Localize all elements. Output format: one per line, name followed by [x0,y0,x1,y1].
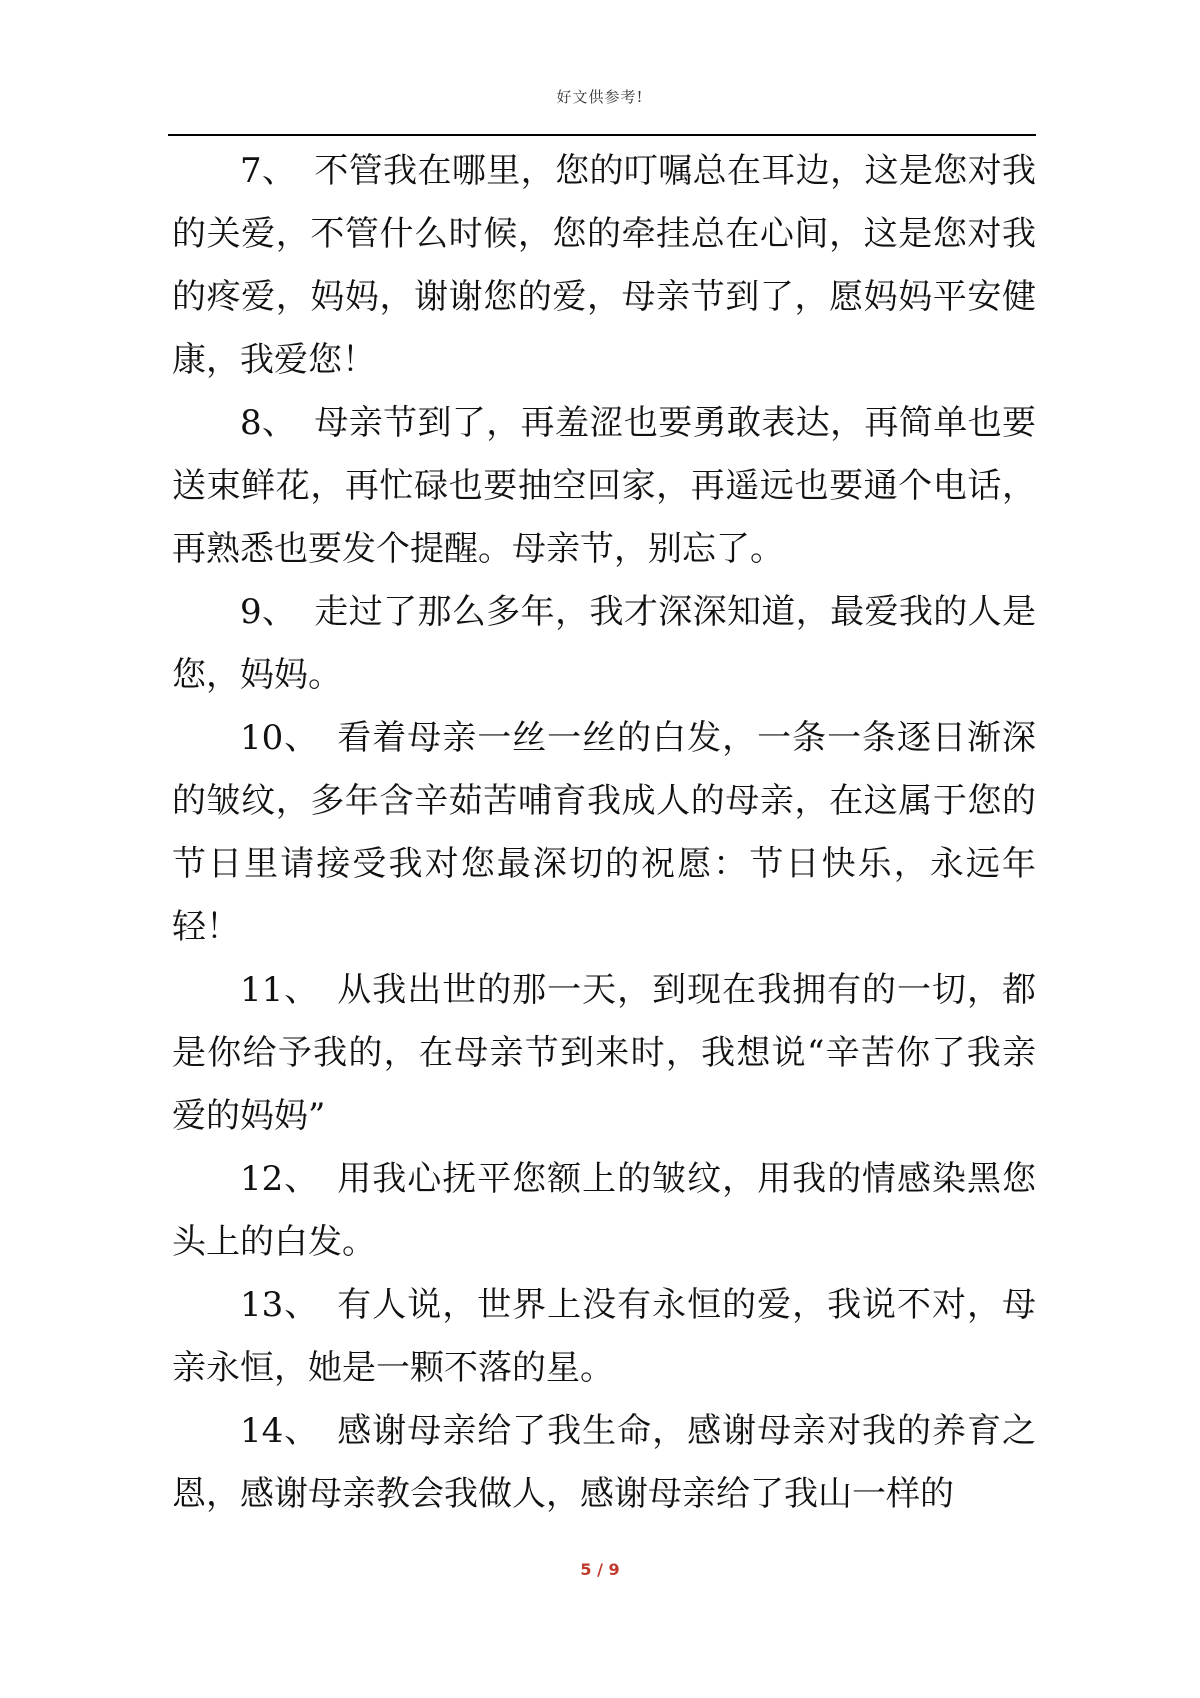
paragraph-text: 从我出世的那一天，到现在我拥有的一切，都是你给予我的，在母亲节到来时，我想说“辛苦你了我亲爱的妈妈” [172,970,1037,1136]
item-number: 11、 [240,970,320,1010]
item-number: 9、 [240,592,297,632]
paragraph-text: 母亲节到了，再羞涩也要勇敢表达，再简单也要送束鲜花，再忙碌也要抽空回家，再遥远也要通个电话，再熟悉也要发个提醒。母亲节，别忘了。 [172,403,1037,569]
paragraph-text: 走过了那么多年，我才深深知道，最爱我的人是您，妈妈。 [172,592,1037,695]
paragraph-text: 感谢母亲给了我生命，感谢母亲对我的养育之恩，感谢母亲教会我做人，感谢母亲给了我山一样的 [172,1411,1037,1514]
page-number: 5 / 9 [580,1560,620,1579]
paragraph-text: 不管我在哪里，您的叮嘱总在耳边，这是您对我的关爱，不管什么时候，您的牵挂总在心间，这是您对我的疼爱，妈妈，谢谢您的爱，母亲节到了，愿妈妈平安健康，我爱您！ [172,151,1037,380]
document-body [172,140,1036,1526]
item-number: 13、 [240,1285,320,1325]
paragraph-7 [172,140,1036,392]
item-number: 12、 [240,1159,320,1199]
paragraph-text: 看着母亲一丝一丝的白发，一条一条逐日渐深的皱纹，多年含辛茹苦哺育我成人的母亲，在这属于您的节日里请接受我对您最深切的祝愿：节日快乐，永远年轻！ [172,718,1037,947]
item-number: 10、 [240,718,320,758]
paragraph-8 [172,392,1036,581]
item-number: 7、 [240,151,297,191]
paragraph-13 [172,1274,1036,1400]
paragraph-11 [172,959,1036,1148]
paragraph-text: 有人说，世界上没有永恒的爱，我说不对，母亲永恒，她是一颗不落的星。 [172,1285,1037,1388]
paragraph-12 [172,1148,1036,1274]
paragraph-9 [172,581,1036,707]
page-header: 好文供参考! [556,88,644,106]
paragraph-text: 用我心抚平您额上的皱纹，用我的情感染黑您头上的白发。 [172,1159,1037,1262]
header-divider [168,134,1036,136]
paragraph-14 [172,1400,1036,1526]
item-number: 8、 [240,403,297,443]
item-number: 14、 [240,1411,320,1451]
paragraph-10 [172,707,1036,959]
